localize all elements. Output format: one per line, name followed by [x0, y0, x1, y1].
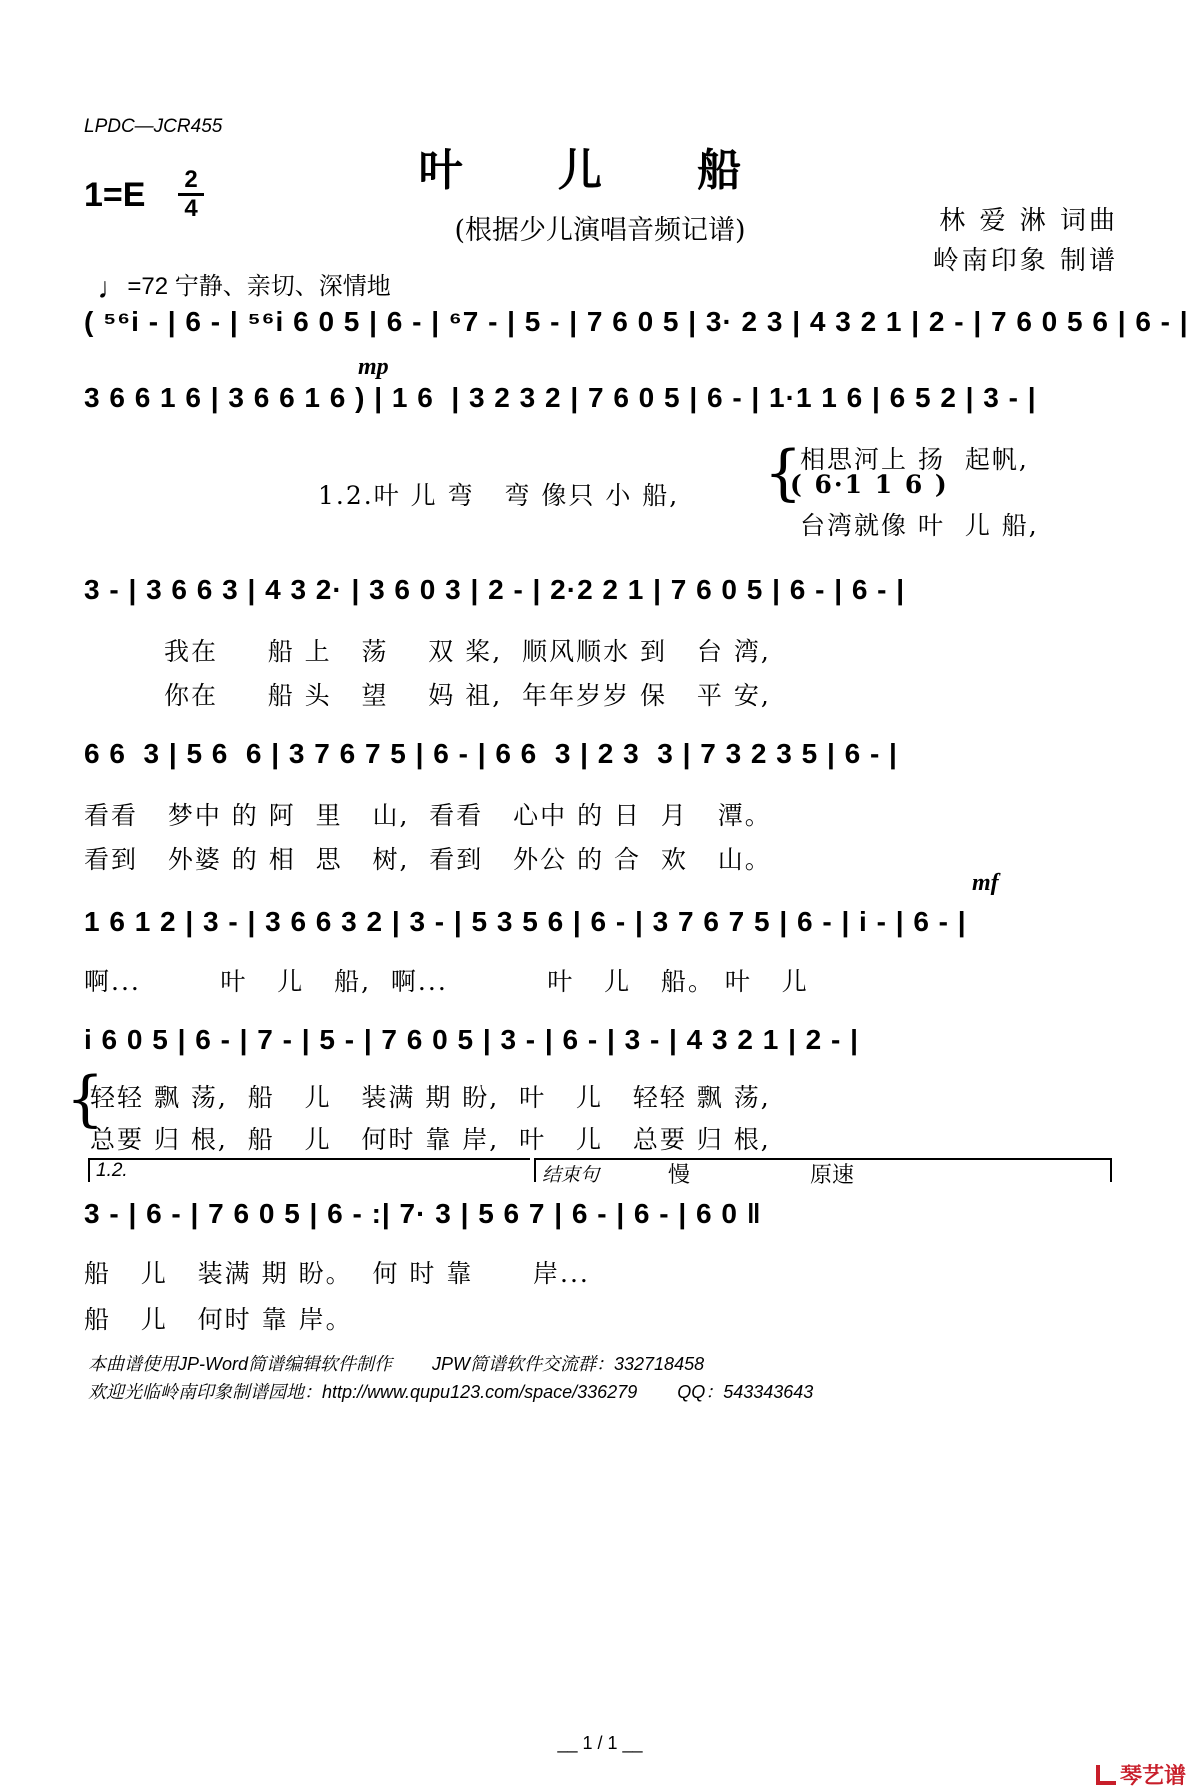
lyric-row-3-verse1: 我在 船 上 荡 双 桨, 顺风顺水 到 台 湾, [164, 637, 771, 666]
staff-row-4: 6 6 3 | 5 6 6 | 3 7 6 7 5 | 6 - | 6 6 3 | 2 3 3 | 7 3 2 3 5 | 6 - | [84, 738, 898, 769]
tempo-original-label: 原速 [810, 1163, 855, 1188]
lyric-row-2-main: 1.2.叶 儿 弯 弯 像只 小 船, [318, 481, 680, 510]
lyric-row-6-verse1: 轻轻 飘 荡, 船 儿 装满 期 盼, 叶 儿 轻轻 飘 荡, [90, 1083, 771, 1112]
lyric-row-5: 啊... 叶 儿 船, 啊... 叶 儿 船。 叶 儿 [84, 967, 809, 996]
lyric-row-7-verse1: 船 儿 装满 期 盼。 何 时 靠 岸... [84, 1259, 590, 1288]
score-code: LPDC—JCR455 [84, 116, 223, 137]
time-signature-bottom: 4 [184, 195, 198, 222]
staff-row-2: 3 6 6 1 6 | 3 6 6 1 6 ) | 1 6 | 3 2 3 2 | 7 6 0 5 | 6 - | 1·1 1 6 | 6 5 2 | 3 - | [84, 382, 1037, 413]
lyric-row-7-verse2: 船 儿 何时 靠 岸。 [84, 1305, 353, 1334]
dynamic-mf: mf [972, 870, 999, 896]
time-signature [176, 168, 206, 221]
tempo-marking [84, 238, 391, 306]
lyric-row-6-verse2: 总要 归 根, 船 儿 何时 靠 岸, 叶 儿 总要 归 根, [90, 1125, 771, 1154]
page-number: __ 1 / 1 __ [557, 1733, 643, 1753]
lyric-row-2-verse1: 相思河上 扬 起帆, [800, 445, 1029, 474]
brand-logo [1081, 1734, 1186, 1790]
volta-1-2: 1.2. [88, 1158, 530, 1182]
footer-website-note: 欢迎光临岭南印象制谱园地：http://www.qupu123.com/space/336279 QQ：543343643 [88, 1382, 814, 1402]
quarter-note-icon: ♩ [97, 272, 128, 305]
dynamic-mp: mp [358, 354, 389, 380]
staff-row-5: 1 6 1 2 | 3 - | 3 6 6 3 2 | 3 - | 5 3 5 6 | 6 - | 3 7 6 7 5 | 6 - | i - | 6 - | [84, 906, 967, 937]
lyric-brace: { [764, 438, 803, 508]
staff-row-7: 3 - | 6 - | 7 6 0 5 | 6 - :| 7· 3 | 5 6 7 | 6 - | 6 - | 6 0 ‖ [84, 1198, 762, 1229]
lyric-row-4-verse1: 看看 梦中 的 阿 里 山, 看看 心中 的 日 月 潭。 [84, 801, 772, 830]
staff-row-3: 3 - | 3 6 6 3 | 4 3 2· | 3 6 0 3 | 2 - | 2·2 2 1 | 7 6 0 5 | 6 - | 6 - | [84, 574, 906, 605]
lyric-row-4-verse2: 看到 外婆 的 相 思 树, 看到 外公 的 合 欢 山。 [84, 845, 772, 874]
arranger-credit: 岭南印象 制谱 [932, 246, 1118, 276]
tempo-text: =72 宁静、亲切、深情地 [127, 273, 391, 300]
brand-name: 琴艺谱 [1119, 1764, 1186, 1789]
key-signature: 1=E [84, 176, 146, 214]
ending-label: 结束句 [542, 1165, 600, 1186]
tempo-slow-label: 慢 [668, 1163, 691, 1188]
lyric-row-2-verse2: 台湾就像 叶 儿 船, [800, 511, 1039, 540]
staff-row-6: i 6 0 5 | 6 - | 7 - | 5 - | 7 6 0 5 | 3 - | 6 - | 3 - | 4 3 2 1 | 2 - | [84, 1024, 859, 1055]
song-title: 叶 儿 船 [418, 145, 782, 196]
lyric-row-3-verse2: 你在 船 头 望 妈 祖, 年年岁岁 保 平 安, [164, 681, 771, 710]
lyric-row-2-alt-notes: ( 6·1 1 6 ) [790, 470, 949, 499]
footer-software-note: 本曲谱使用JP-Word简谱编辑软件制作 JPW简谱软件交流群：332718458 [88, 1354, 705, 1374]
lyricist-credit: 林 爱 淋 词曲 [939, 206, 1118, 236]
song-subtitle: (根据少儿演唱音频记谱) [454, 215, 746, 246]
lyric-brace: { [66, 1064, 105, 1134]
staff-row-1: ( ⁵⁶i - | 6 - | ⁵⁶i 6 0 5 | 6 - | ⁶7 - | 5 - | 7 6 0 5 | 3· 2 3 | 4 3 2 1 | 2 - | 7 6 0 5 6 | 6 - | [84, 306, 1189, 337]
time-signature-top: 2 [184, 166, 198, 193]
brand-logo-icon [1096, 1765, 1116, 1785]
